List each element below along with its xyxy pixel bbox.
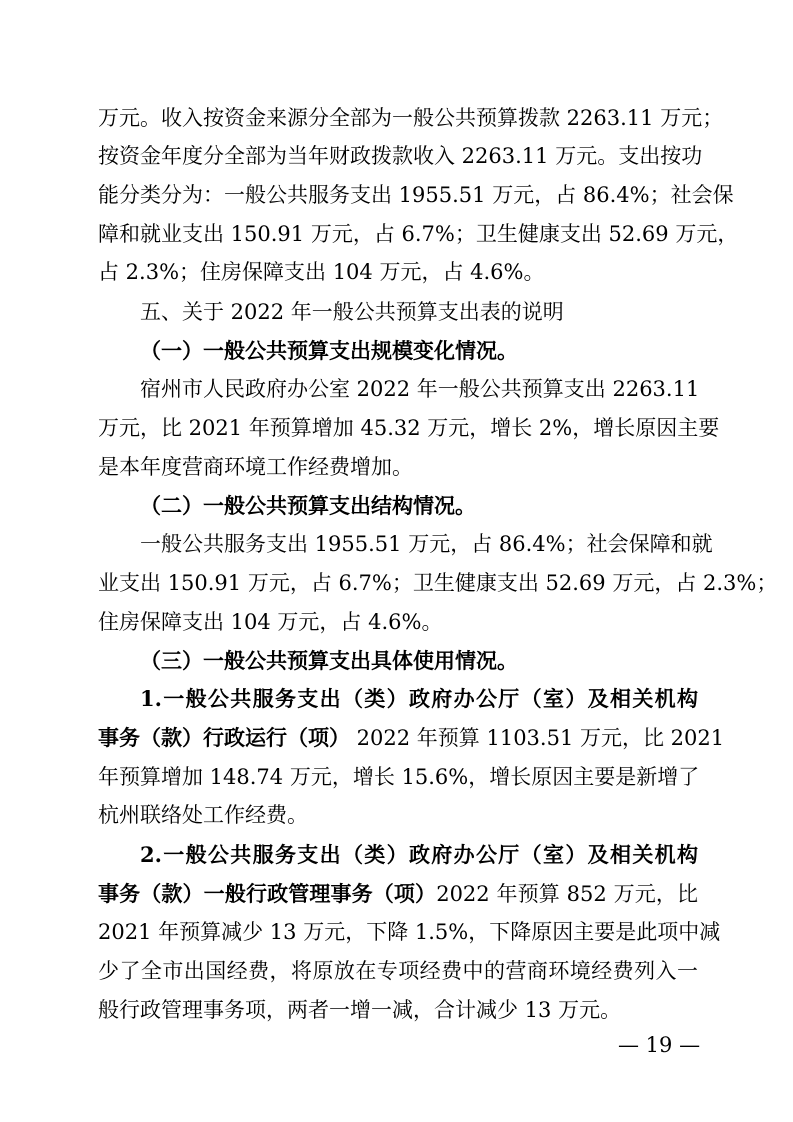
paragraph-line: 万元。收入按资金来源分全部为一般公共预算拨款 2263.11 万元； (98, 106, 724, 130)
paragraph-line: 占 2.3%；住房保障支出 104 万元，占 4.6%。 (98, 260, 545, 284)
paragraph-line: 般行政管理事务项，两者一增一减，合计减少 13 万元。 (98, 998, 622, 1022)
paragraph-line: 一般公共服务支出 1955.51 万元，占 86.4%；社会保障和就 (140, 532, 713, 556)
paragraph-line: 2021 年预算减少 13 万元，下降 1.5%，下降原因主要是此项中减 (98, 920, 721, 944)
paragraph-line: 年预算增加 148.74 万元，增长 15.6%，增长原因主要是新增了 (98, 765, 700, 789)
item-heading-line: 1.一般公共服务支出（类）政府办公厅（室）及相关机构 (140, 686, 698, 711)
paragraph-line: 按资金年度分全部为当年财政拨款收入 2263.11 万元。支出按功 (98, 144, 703, 168)
item-text-part: 2022 年预算 852 万元，比 (436, 882, 698, 906)
paragraph-line (98, 723, 725, 753)
subsection-heading: （三）一般公共预算支出具体使用情况。 (140, 648, 518, 673)
subsection-heading: （一）一般公共预算支出规模变化情况。 (140, 338, 518, 363)
paragraph-line: 少了全市出国经费，将原放在专项经费中的营商环境经费列入一 (98, 959, 698, 983)
paragraph-line: 万元，比 2021 年预算增加 45.32 万元，增长 2%，增长原因主要 (98, 416, 720, 440)
paragraph-line: 能分类分为：一般公共服务支出 1955.51 万元，占 86.4%；社会保 (98, 183, 734, 207)
paragraph-line: 障和就业支出 150.91 万元，占 6.7%；卫生健康支出 52.69 万元， (98, 222, 739, 246)
paragraph-line: 宿州市人民政府办公室 2022 年一般公共预算支出 2263.11 (140, 377, 700, 401)
paragraph-line: 杭州联络处工作经费。 (98, 803, 308, 827)
paragraph-line: 是本年度营商环境工作经费增加。 (98, 455, 413, 479)
subsection-heading: （二）一般公共预算支出结构情况。 (140, 493, 476, 518)
paragraph-line (98, 879, 698, 909)
item-heading-line: 2.一般公共服务支出（类）政府办公厅（室）及相关机构 (140, 842, 698, 867)
item-heading-part: 事务（款）行政运行（项） (98, 725, 350, 750)
paragraph-line: 住房保障支出 104 万元，占 4.6%。 (98, 610, 443, 634)
page-number: — 19 — (618, 1033, 701, 1057)
item-heading-part: 事务（款）一般行政管理事务（项） (98, 881, 437, 906)
paragraph-line: 业支出 150.91 万元，占 6.7%；卫生健康支出 52.69 万元，占 2.3%； (98, 571, 778, 595)
section-heading: 五、关于 2022 年一般公共预算支出表的说明 (140, 300, 564, 324)
item-text-part: 2022 年预算 1103.51 万元，比 2021 (350, 726, 725, 750)
